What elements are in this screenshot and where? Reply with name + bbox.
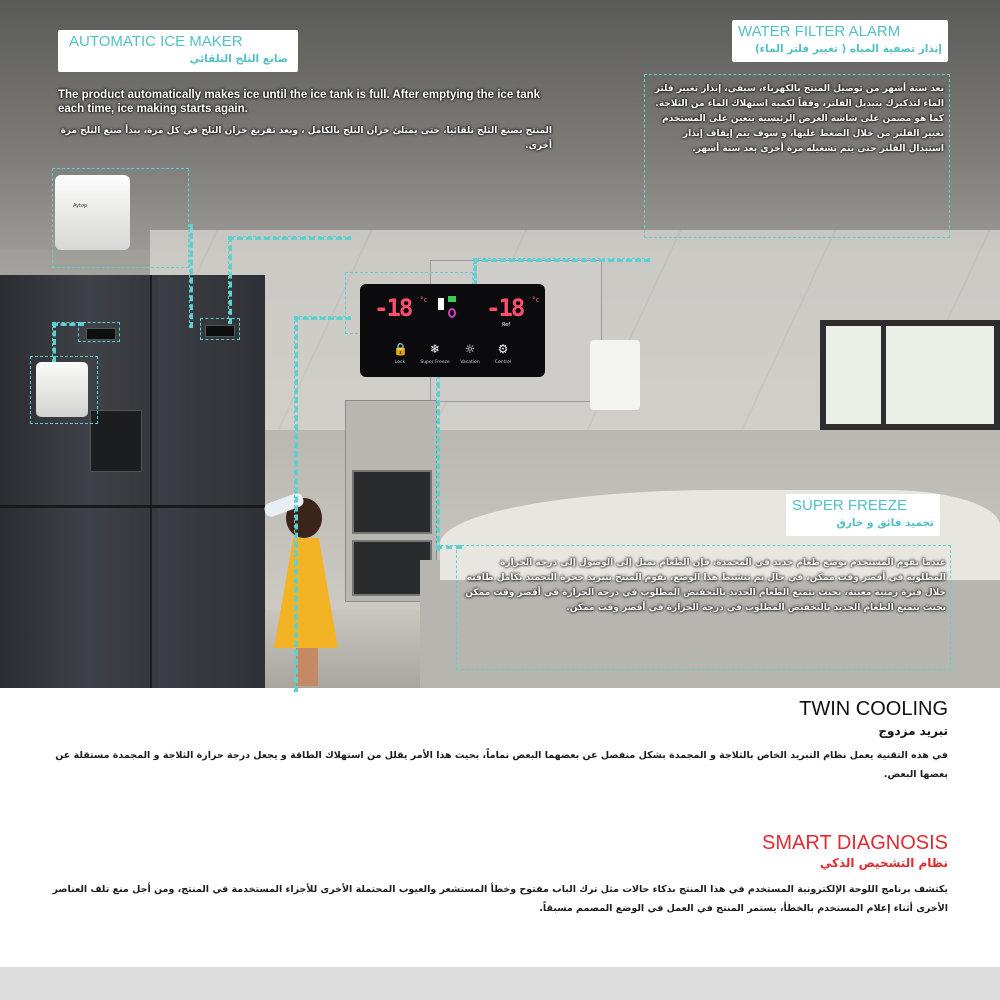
twin-cooling-body: في هذه التقنية يعمل نظام التبريد الخاص بالثلاجة و المجمدة بشكل منفصل عن بعضهما البعض تماماً، بحيث هذا الأمر يقلل من استهلاك الطاقة و يجعل درجة حرارة الثلاجة و المجمدة مستقلة عن بعضها البعض. (55, 750, 948, 780)
super-freeze-title-ar: تجميد فائق و خارق (836, 517, 934, 529)
water-filter-desc-ar: بعد ستة أشهر من توصيل المنتج بالكهرباء، سيفي، إنذار تغيير فلتر الماء لتذكيرك بتبديل الفلتر، وفقاً لكمية استهلاك الماء من الثلاجة. كما هو مضمن على شاشة العرض الرئيسية يتعين على المستخدم تغيير الفلتر من خلال الضغط عليها، و سوف يتم إيقاف إنذار استبدال الفلتر حتى يتم تشغيله مرة أخرى بعد ستة أشهر. (654, 84, 944, 154)
status-indicators (438, 296, 460, 326)
freezer-temp-unit: °c (420, 296, 428, 304)
smart-diagnosis-title: SMART DIAGNOSIS (762, 832, 948, 854)
ice-maker-desc-ar: المنتج يصنع الثلج تلقائيا، حتى يمتلئ خزان الثلج بالكامل ، وبعد تفريغ خزان الثلج في كل مرة، يبدأ صنع الثلج مرة أخرى. (60, 126, 552, 151)
footer-bar (0, 967, 1000, 1000)
girl-drinking (272, 498, 342, 686)
ice-maker-title-ar: صانع الثلج التلقائي (189, 53, 288, 65)
girl-legs (296, 648, 318, 686)
super-freeze-label: Super Freeze (420, 360, 450, 365)
connector-line (52, 322, 84, 326)
super-freeze-desc-ar: عندما يقوم المستخدم بوضع طعام جديد في المجمدة، فإن الطعام يميل إلى الوصول إلى درجة الحرارة المطلوبة في أقصر وقت ممكن، في حال تم تنشيط هذا الوضع، يقوم المنتج بتبريد حجرة التجميد بكامل طاقته خلال فترة زمنية معينة، بحيث يتمتع الطعام الجديد بالتخفيض المطلوب في درجة الحرارة في أقصر وقت ممكن بحيث يتمتع الطعام الجديد بالتخفيض المطلوب في درجة الحرارة في أقصر وقت ممكن. (465, 558, 946, 613)
right-display-box (200, 318, 240, 340)
super-freeze-label-box (786, 494, 940, 536)
water-filter-title-ar: إنذار تصفية المياه ( تغيير فلتر الماء) (754, 43, 942, 55)
girl-dress (274, 538, 338, 648)
super-freeze-title: SUPER FREEZE (792, 497, 908, 514)
control-panel (360, 284, 545, 377)
water-filter-label-box (732, 20, 948, 62)
fridge-door-left (0, 275, 152, 688)
ice-maker-callout-box (52, 168, 189, 268)
alarm-icon (448, 308, 456, 318)
range-hood (590, 340, 640, 410)
oven (352, 470, 432, 534)
connector-line (228, 236, 232, 324)
vacation-label: Vacation (460, 360, 480, 365)
ice-maker-label-box (58, 30, 298, 72)
fridge-door-split (0, 505, 265, 508)
left-display-box (78, 322, 120, 342)
ref-label: Ref (502, 322, 511, 328)
connector-line (228, 236, 351, 240)
ice-maker-small-box (30, 356, 98, 424)
super-freeze-icon[interactable]: ❄ (429, 342, 441, 356)
ice-maker-desc: The product automatically makes ice until the ice tank is full. After emptying the ice tank each time, ice making starts again. (58, 89, 541, 115)
vacation-icon[interactable]: ☼ (464, 342, 476, 356)
connector-line (436, 373, 440, 551)
fridge-temp-display: -18 (486, 294, 524, 322)
twin-cooling-title: TWIN COOLING (799, 698, 948, 720)
smart-diagnosis-body: يكتشف برنامج اللوحة الإلكترونية المستخدم في هذا المنتج بذكاء حالات مثل ترك الباب مفتوح وخطأ المستشعر والعيوب المحتملة الأخرى للأجزاء المستخدمة في المنتج، ومن أجل منع تلف العناصر الأخرى أثناء إعلام المستخدم بالخطأ، يستمر المنتج في العمل في الوضع المصمم مسبقاً. (52, 884, 948, 914)
twin-cooling-title-ar: تبريد مزدوج (878, 724, 948, 738)
connector-line (473, 258, 650, 262)
connector-line (473, 258, 477, 286)
kitchen-window (820, 320, 1000, 430)
connector-line (52, 322, 56, 362)
lock-label: Lock (394, 360, 406, 365)
control-label: Control (494, 360, 512, 365)
ice-maker-title: AUTOMATIC ICE MAKER (69, 33, 243, 50)
water-filter-title: WATER FILTER ALARM (738, 23, 901, 40)
lock-icon[interactable]: 🔒 (393, 342, 408, 356)
connector-line (189, 224, 193, 328)
freezer-temp-display: -18 (374, 294, 412, 322)
filter-icon (448, 296, 456, 302)
ice-maker-brand: Aytop (73, 203, 88, 209)
fridge-temp-unit: °c (532, 296, 540, 304)
connector-line (294, 316, 351, 320)
connector-line (294, 316, 298, 692)
connector-line (436, 545, 462, 549)
settings-icon[interactable]: ⚙ (497, 342, 509, 356)
battery-icon (438, 298, 444, 310)
smart-diagnosis-title-ar: نظام التشخيص الذكي (819, 856, 948, 870)
